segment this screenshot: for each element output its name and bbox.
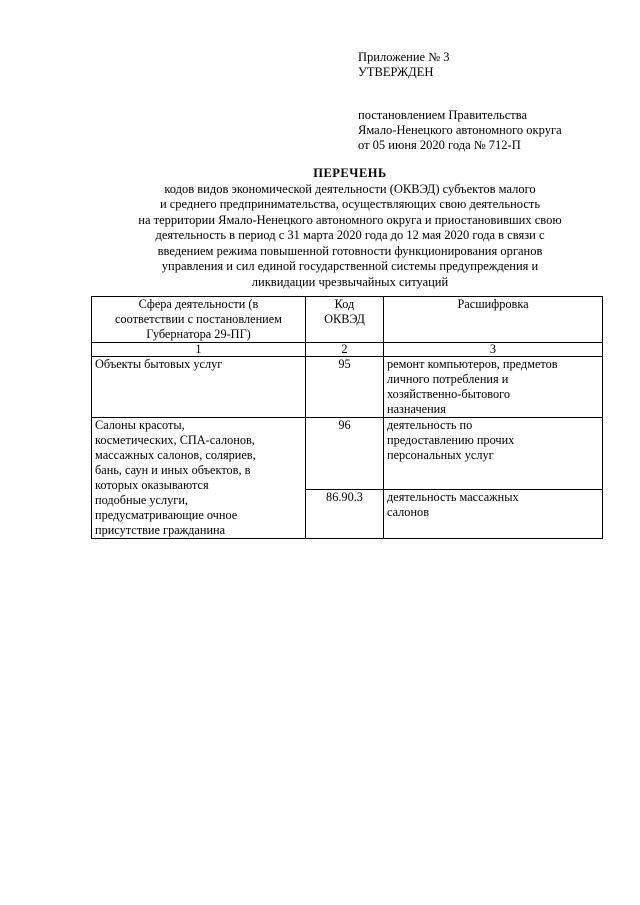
col-number: 1 [92,343,306,357]
document-title [90,166,610,290]
approval-line-2: Ямало-Ненецкого автономного округа [358,123,562,137]
approval-line-3: от 05 июня 2020 года № 712-П [358,138,521,152]
okved-table [91,296,603,539]
title-line: кодов видов экономической деятельности (ОКВЭД) субъектов малого [164,181,536,196]
col-number: 2 [306,343,384,357]
row2-sub1-decode: деятельность по предоставлению прочих персональных услуг [384,418,603,490]
title-line: деятельность в период с 31 марта 2020 года до 12 мая 2020 года в связи с [155,228,545,242]
title-heading: ПЕРЕЧЕНЬ [313,166,387,180]
row2-sphere: Салоны красоты, косметических, СПА-салонов, массажных салонов, соляриев, бань, саун и иных объектов, в которых оказываются подобные услуги, предусматривающие очное присутствие гражданина [92,418,306,539]
header-sphere: Сфера деятельности (в соответствии с постановлением Губернатора 29-ПГ) [92,297,306,343]
table-row [92,418,603,490]
row2-sub1-code: 96 [306,418,384,490]
col-number: 3 [384,343,603,357]
approval-line-1: постановлением Правительства [358,108,528,122]
row1-decode: ремонт компьютеров, предметов личного потребления и хозяйственно-бытового назначения [384,357,603,418]
approved-label: УТВЕРЖДЕН [358,65,434,79]
row2-sub2-decode: деятельность массажных салонов [384,490,603,539]
appendix-label: Приложение № 3 [358,50,450,64]
column-number-row [92,343,603,357]
row1-code: 95 [306,357,384,418]
title-line: управления и сил единой государственной системы предупреждения и [161,259,539,273]
row1-sphere: Объекты бытовых услуг [92,357,306,418]
title-line: на территории Ямало-Ненецкого автономного округа и приостановивших свою [138,212,562,227]
header-code: Код ОКВЭД [306,297,384,343]
title-line: ликвидации чрезвычайных ситуаций [251,274,449,289]
table-header-row [92,297,603,343]
approval-block [358,50,562,153]
title-line: и среднего предпринимательства, осуществляющих свою деятельность [159,197,541,211]
row2-sub2-code: 86.90.3 [306,490,384,539]
table-row [92,357,603,418]
header-decode: Расшифровка [384,297,603,343]
title-line: введением режима повышенной готовности функционирования органов [157,243,543,258]
